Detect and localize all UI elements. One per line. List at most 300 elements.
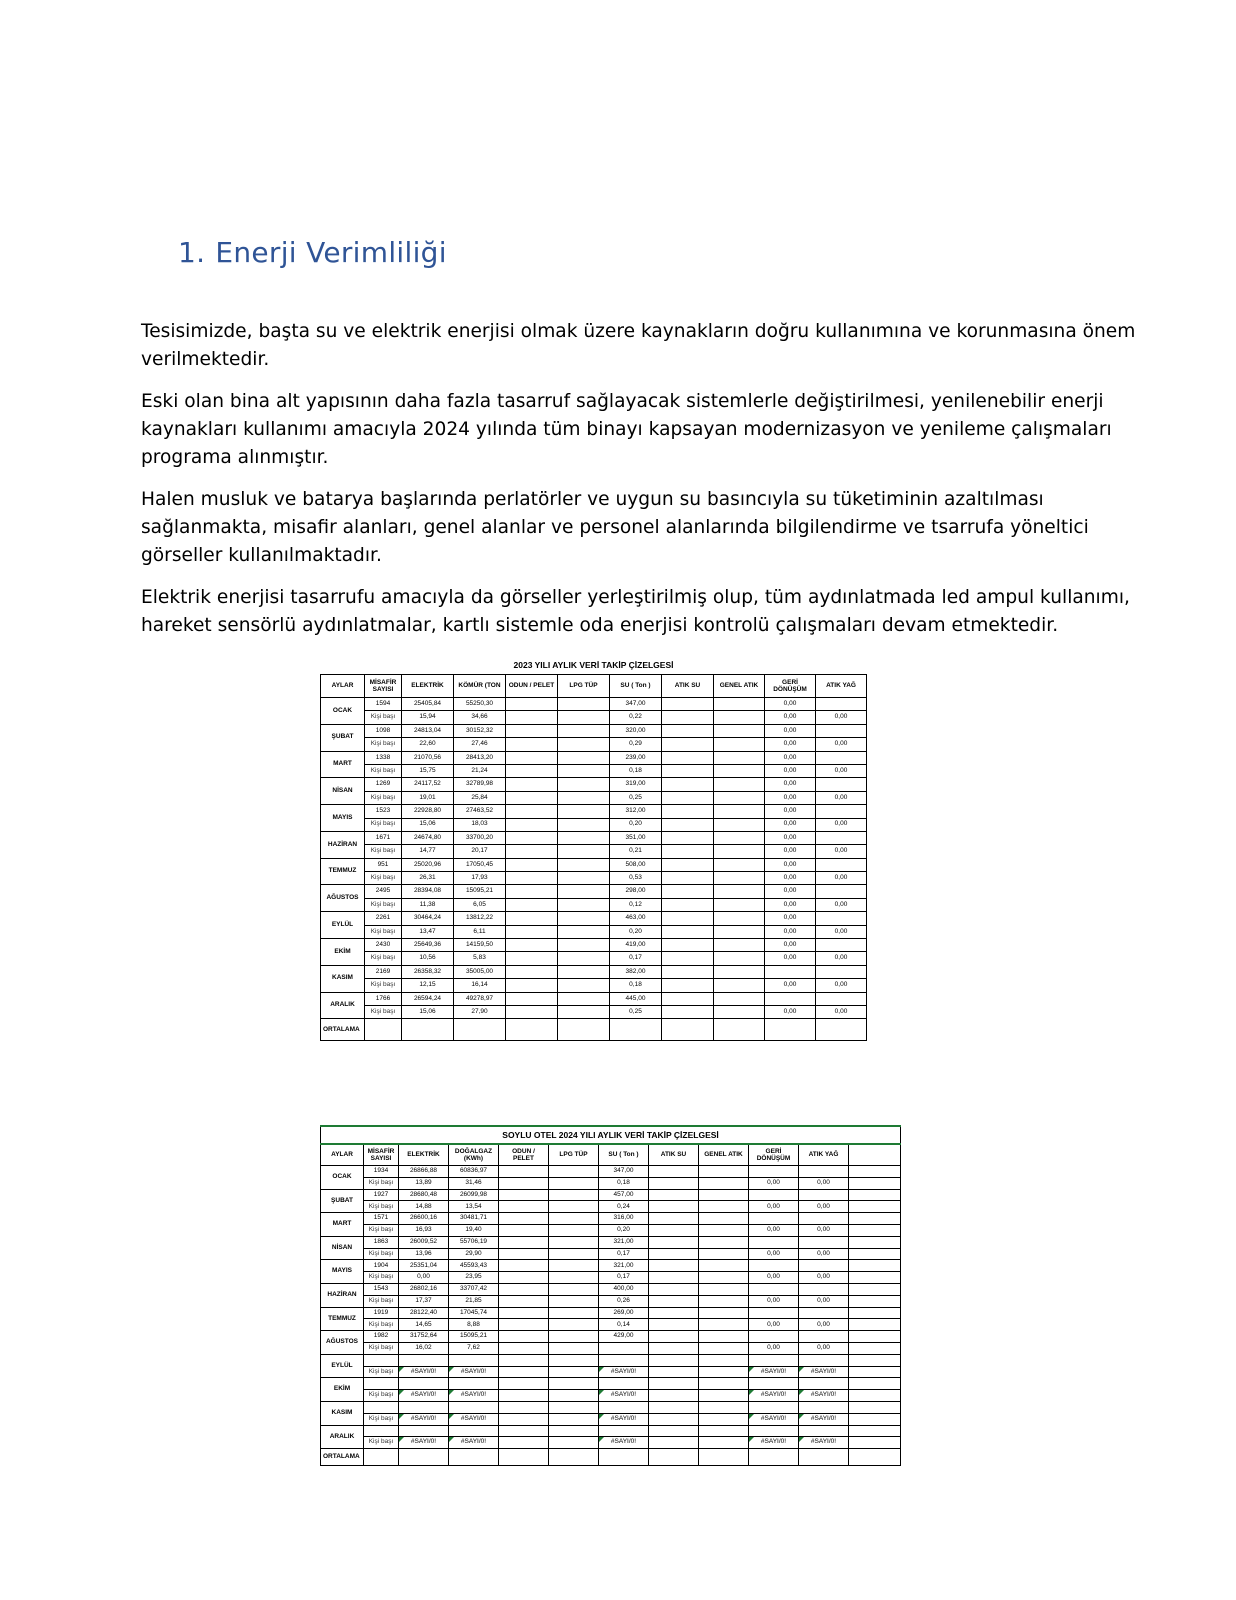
data-cell	[549, 1189, 599, 1201]
data-cell: 0,00	[749, 1201, 799, 1213]
table-row	[321, 858, 867, 871]
data-cell	[549, 1366, 599, 1378]
data-cell: 0,20	[599, 1224, 649, 1236]
data-cell: 33700,20	[454, 831, 506, 844]
data-cell	[714, 738, 765, 751]
data-cell	[649, 1425, 699, 1437]
footer-cell	[364, 1449, 399, 1466]
data-cell	[714, 952, 765, 965]
footer-cell	[649, 1449, 699, 1466]
data-cell: 0,00	[765, 778, 816, 791]
data-cell	[364, 1425, 399, 1437]
data-cell: 0,00	[765, 872, 816, 885]
data-cell	[714, 698, 765, 711]
data-cell	[662, 831, 714, 844]
data-cell: 31,46	[449, 1177, 499, 1189]
table-row	[321, 1248, 901, 1260]
data-cell: #SAYI/0!	[749, 1390, 799, 1402]
table-row	[321, 1166, 901, 1178]
data-cell	[749, 1425, 799, 1437]
data-cell: 2495	[365, 885, 402, 898]
month-label: MART	[321, 1213, 364, 1237]
data-cell	[714, 791, 765, 804]
data-cell	[549, 1437, 599, 1449]
data-cell	[649, 1342, 699, 1354]
data-cell: 0,00	[816, 925, 867, 938]
data-cell	[816, 858, 867, 871]
data-cell	[662, 711, 714, 724]
table-row	[321, 711, 867, 724]
data-cell	[506, 738, 558, 751]
data-cell: 0,00	[765, 791, 816, 804]
table-row	[321, 1005, 867, 1018]
data-cell: 0,00	[749, 1319, 799, 1331]
table-row	[321, 1378, 901, 1390]
data-cell	[499, 1236, 549, 1248]
data-cell	[699, 1166, 749, 1178]
data-cell: 17,37	[399, 1295, 449, 1307]
data-cell	[558, 818, 610, 831]
data-cell: 2261	[365, 912, 402, 925]
data-cell	[506, 885, 558, 898]
per-person-label: Kişi başı	[365, 872, 402, 885]
data-cell: 19,40	[449, 1224, 499, 1236]
data-cell	[714, 872, 765, 885]
data-cell: 382,00	[610, 965, 662, 978]
data-cell	[699, 1331, 749, 1343]
data-cell	[662, 698, 714, 711]
data-cell: 0,14	[599, 1319, 649, 1331]
column-header	[849, 1144, 901, 1166]
data-cell: 21,24	[454, 764, 506, 777]
data-cell: 0,20	[610, 925, 662, 938]
data-cell	[699, 1307, 749, 1319]
data-cell	[799, 1283, 849, 1295]
data-cell	[506, 724, 558, 737]
data-cell: 0,00	[749, 1177, 799, 1189]
data-cell	[799, 1213, 849, 1225]
data-cell	[558, 764, 610, 777]
data-cell: 14,65	[399, 1319, 449, 1331]
data-cell	[662, 885, 714, 898]
column-header: GENEL ATIK	[714, 675, 765, 698]
data-cell: 0,00	[816, 764, 867, 777]
data-cell: #SAYI/0!	[399, 1390, 449, 1402]
data-cell: 35005,00	[454, 965, 506, 978]
data-cell: 0,00	[799, 1201, 849, 1213]
data-cell	[662, 764, 714, 777]
table-row	[321, 1413, 901, 1425]
data-cell: 0,22	[610, 711, 662, 724]
data-cell	[714, 992, 765, 1005]
footer-label: ORTALAMA	[321, 1019, 365, 1041]
data-cell	[714, 898, 765, 911]
column-header: GERİ DÖNÜŞÜM	[749, 1144, 799, 1166]
table-row	[321, 965, 867, 978]
table-row	[321, 1260, 901, 1272]
data-cell: #SAYI/0!	[599, 1413, 649, 1425]
data-cell	[549, 1425, 599, 1437]
data-cell	[549, 1413, 599, 1425]
data-cell: 25,84	[454, 791, 506, 804]
data-cell	[699, 1224, 749, 1236]
section-number: 1.	[178, 236, 206, 269]
per-person-label: Kişi başı	[364, 1413, 399, 1425]
data-cell	[499, 1342, 549, 1354]
data-cell: 0,00	[765, 912, 816, 925]
data-cell: 1269	[365, 778, 402, 791]
data-cell	[699, 1260, 749, 1272]
data-cell: 25020,96	[402, 858, 454, 871]
month-label: KASIM	[321, 965, 365, 992]
data-cell	[849, 1177, 901, 1189]
data-cell	[499, 1413, 549, 1425]
data-cell	[749, 1283, 799, 1295]
column-header: MİSAFİR SAYISI	[364, 1144, 399, 1166]
data-cell: 0,18	[610, 764, 662, 777]
data-cell: 26594,24	[402, 992, 454, 1005]
paragraph: Eski olan bina alt yapısının daha fazla tasarruf sağlayacak sistemlerle değiştirilmesi, yenilenebilir enerji kaynakları kullanımı amacıyla 2024 yılında tüm binayı kapsayan modernizasyon ve yenileme çalışmaları programa alınmıştır.	[141, 391, 1112, 468]
data-cell	[662, 791, 714, 804]
table2023-grid	[320, 656, 867, 1041]
data-cell	[699, 1390, 749, 1402]
per-person-label: Kişi başı	[365, 925, 402, 938]
column-header: SU ( Ton )	[599, 1144, 649, 1166]
month-label: KASIM	[321, 1401, 364, 1425]
data-cell	[799, 1307, 849, 1319]
data-cell	[714, 965, 765, 978]
data-cell: 0,00	[816, 952, 867, 965]
footer-cell	[816, 1019, 867, 1041]
data-cell	[449, 1378, 499, 1390]
data-cell	[558, 751, 610, 764]
footer-cell	[662, 1019, 714, 1041]
month-label: HAZİRAN	[321, 831, 365, 858]
data-cell	[699, 1213, 749, 1225]
data-cell	[549, 1260, 599, 1272]
footer-cell	[454, 1019, 506, 1041]
data-cell: #SAYI/0!	[749, 1437, 799, 1449]
data-cell	[506, 805, 558, 818]
data-cell	[506, 698, 558, 711]
section-heading	[178, 236, 447, 269]
data-cell	[849, 1248, 901, 1260]
data-cell	[749, 1307, 799, 1319]
per-person-label: Kişi başı	[365, 1005, 402, 1018]
data-cell	[816, 885, 867, 898]
per-person-label: Kişi başı	[364, 1201, 399, 1213]
data-cell: 0,00	[765, 738, 816, 751]
data-cell	[699, 1354, 749, 1366]
data-cell	[799, 1378, 849, 1390]
data-cell	[714, 925, 765, 938]
data-cell	[499, 1166, 549, 1178]
data-cell: 20,17	[454, 845, 506, 858]
table-row	[321, 845, 867, 858]
column-header: GENEL ATIK	[699, 1144, 749, 1166]
data-cell: 24674,80	[402, 831, 454, 844]
month-label: HAZİRAN	[321, 1283, 364, 1307]
data-cell: 0,00	[749, 1224, 799, 1236]
data-cell	[649, 1331, 699, 1343]
data-cell	[649, 1260, 699, 1272]
data-cell	[714, 805, 765, 818]
data-cell: 320,00	[610, 724, 662, 737]
data-cell	[558, 805, 610, 818]
data-cell	[849, 1295, 901, 1307]
data-cell	[506, 764, 558, 777]
month-label: TEMMUZ	[321, 1307, 364, 1331]
data-cell	[699, 1248, 749, 1260]
data-cell	[662, 952, 714, 965]
data-cell: 0,00	[765, 711, 816, 724]
data-cell: 0,00	[799, 1224, 849, 1236]
data-cell	[649, 1354, 699, 1366]
data-cell: 13,54	[449, 1201, 499, 1213]
data-cell	[649, 1401, 699, 1413]
data-cell: 8,88	[449, 1319, 499, 1331]
data-cell: 55250,30	[454, 698, 506, 711]
data-cell: 11,38	[402, 898, 454, 911]
data-cell	[714, 778, 765, 791]
data-cell	[765, 992, 816, 1005]
data-cell	[549, 1401, 599, 1413]
data-cell	[549, 1378, 599, 1390]
data-cell	[699, 1401, 749, 1413]
table-row	[321, 1189, 901, 1201]
per-person-label: Kişi başı	[364, 1248, 399, 1260]
data-cell	[849, 1401, 901, 1413]
month-label: ARALIK	[321, 1425, 364, 1449]
data-cell: 0,00	[765, 979, 816, 992]
data-cell	[816, 965, 867, 978]
data-cell	[816, 939, 867, 952]
data-cell: 0,00	[799, 1319, 849, 1331]
data-cell	[699, 1283, 749, 1295]
data-cell	[699, 1272, 749, 1284]
data-cell: 321,00	[599, 1260, 649, 1272]
per-person-label: Kişi başı	[365, 818, 402, 831]
data-cell	[714, 979, 765, 992]
data-cell	[649, 1166, 699, 1178]
data-cell: 7,62	[449, 1342, 499, 1354]
data-cell: 30464,24	[402, 912, 454, 925]
data-cell: 0,00	[765, 805, 816, 818]
data-cell	[558, 711, 610, 724]
data-cell	[549, 1342, 599, 1354]
data-cell	[506, 791, 558, 804]
paragraph: Elektrik enerjisi tasarrufu amacıyla da görseller yerleştirilmiş olup, tüm aydınlatmada led ampul kullanımı, hareket sensörlü aydınlatmalar, kartlı sistemle oda enerjisi kontrolü çalışmaları devam etmektedir.	[141, 587, 1130, 636]
data-cell: 0,17	[610, 952, 662, 965]
data-cell	[799, 1189, 849, 1201]
data-cell	[849, 1331, 901, 1343]
data-cell: 6,05	[454, 898, 506, 911]
table-row	[321, 1272, 901, 1284]
table-row	[321, 764, 867, 777]
data-cell	[849, 1236, 901, 1248]
data-cell	[558, 952, 610, 965]
data-cell: 508,00	[610, 858, 662, 871]
data-cell	[558, 1005, 610, 1018]
table-row	[321, 1213, 901, 1225]
data-cell: 26866,88	[399, 1166, 449, 1178]
data-cell: #SAYI/0!	[449, 1413, 499, 1425]
data-cell: 28394,08	[402, 885, 454, 898]
data-cell: 429,00	[599, 1331, 649, 1343]
table-row	[321, 818, 867, 831]
data-cell: 15,75	[402, 764, 454, 777]
data-cell	[506, 845, 558, 858]
data-cell	[662, 939, 714, 952]
data-cell	[506, 872, 558, 885]
data-cell: 21,85	[449, 1295, 499, 1307]
data-cell: 0,00	[799, 1295, 849, 1307]
data-cell: 28680,48	[399, 1189, 449, 1201]
data-cell	[499, 1319, 549, 1331]
data-cell: 1919	[364, 1307, 399, 1319]
data-cell	[649, 1224, 699, 1236]
data-cell: 27,90	[454, 1005, 506, 1018]
per-person-label: Kişi başı	[364, 1319, 399, 1331]
per-person-label: Kişi başı	[364, 1177, 399, 1189]
data-cell	[499, 1177, 549, 1189]
data-cell	[549, 1354, 599, 1366]
data-cell: 269,00	[599, 1307, 649, 1319]
data-cell	[649, 1177, 699, 1189]
footer-cell	[849, 1449, 901, 1466]
body-text	[141, 318, 1171, 654]
table-row	[321, 952, 867, 965]
data-cell	[662, 992, 714, 1005]
data-cell: 239,00	[610, 751, 662, 764]
data-cell	[662, 965, 714, 978]
data-cell: 30152,32	[454, 724, 506, 737]
data-cell: 16,93	[399, 1224, 449, 1236]
data-cell	[599, 1354, 649, 1366]
data-cell	[849, 1166, 901, 1178]
table-row	[321, 831, 867, 844]
data-cell: 419,00	[610, 939, 662, 952]
data-cell	[549, 1283, 599, 1295]
footer-cell	[799, 1449, 849, 1466]
data-cell	[499, 1260, 549, 1272]
month-label: EYLÜL	[321, 1354, 364, 1378]
data-cell	[714, 845, 765, 858]
data-cell: #SAYI/0!	[449, 1390, 499, 1402]
column-header: AYLAR	[321, 675, 365, 698]
data-cell	[449, 1425, 499, 1437]
column-header: ATIK SU	[649, 1144, 699, 1166]
data-cell: 0,00	[816, 791, 867, 804]
data-cell	[662, 1005, 714, 1018]
table-row	[321, 1401, 901, 1413]
data-cell: 0,00	[749, 1295, 799, 1307]
data-cell: 1982	[364, 1331, 399, 1343]
data-cell	[849, 1201, 901, 1213]
column-header: MİSAFİR SAYISI	[365, 675, 402, 698]
data-cell: 15,94	[402, 711, 454, 724]
data-cell	[714, 831, 765, 844]
data-cell	[662, 872, 714, 885]
data-cell: 0,25	[610, 791, 662, 804]
data-cell: 1523	[365, 805, 402, 818]
data-cell	[699, 1295, 749, 1307]
data-cell	[849, 1189, 901, 1201]
data-cell: 457,00	[599, 1189, 649, 1201]
data-cell: 0,00	[816, 711, 867, 724]
section-title: Enerji Verimliliği	[215, 236, 447, 269]
month-label: NİSAN	[321, 778, 365, 805]
footer-cell	[506, 1019, 558, 1041]
data-cell	[749, 1166, 799, 1178]
data-cell: 1543	[364, 1283, 399, 1295]
data-cell	[599, 1378, 649, 1390]
month-label: ŞUBAT	[321, 1189, 364, 1213]
data-cell	[506, 778, 558, 791]
data-cell	[399, 1354, 449, 1366]
per-person-label: Kişi başı	[364, 1295, 399, 1307]
data-cell	[816, 698, 867, 711]
column-header: SU ( Ton )	[610, 675, 662, 698]
table-row	[321, 1342, 901, 1354]
month-label: EKİM	[321, 939, 365, 966]
column-header: ODUN / PELET	[499, 1144, 549, 1166]
data-cell: 1594	[365, 698, 402, 711]
data-cell	[364, 1401, 399, 1413]
per-person-label: Kişi başı	[365, 898, 402, 911]
data-cell: 0,00	[816, 979, 867, 992]
data-cell	[749, 1401, 799, 1413]
data-cell	[449, 1354, 499, 1366]
data-cell	[499, 1213, 549, 1225]
footer-cell	[599, 1449, 649, 1466]
data-cell	[714, 885, 765, 898]
data-cell: 0,00	[799, 1177, 849, 1189]
data-cell: 28122,40	[399, 1307, 449, 1319]
data-cell: #SAYI/0!	[799, 1366, 849, 1378]
footer-cell	[610, 1019, 662, 1041]
column-header: ELEKTRİK	[399, 1144, 449, 1166]
data-cell: 0,00	[816, 845, 867, 858]
data-cell: 27463,52	[454, 805, 506, 818]
data-cell	[649, 1248, 699, 1260]
data-cell	[549, 1166, 599, 1178]
data-cell	[499, 1283, 549, 1295]
data-cell: 0,00	[816, 1005, 867, 1018]
data-cell: 0,12	[610, 898, 662, 911]
data-cell: 0,00	[799, 1342, 849, 1354]
data-cell	[749, 1189, 799, 1201]
data-cell	[849, 1224, 901, 1236]
data-cell	[364, 1354, 399, 1366]
data-cell	[558, 738, 610, 751]
data-cell: 1338	[365, 751, 402, 764]
data-cell	[662, 724, 714, 737]
data-cell	[714, 1005, 765, 1018]
data-cell	[599, 1342, 649, 1354]
month-label: AĞUSTOS	[321, 1331, 364, 1355]
data-cell	[662, 778, 714, 791]
table-row	[321, 778, 867, 791]
data-cell	[506, 979, 558, 992]
table-row	[321, 1366, 901, 1378]
data-cell	[549, 1331, 599, 1343]
data-cell	[816, 831, 867, 844]
data-cell: 0,00	[749, 1272, 799, 1284]
data-cell: 15,06	[402, 1005, 454, 1018]
data-cell: 17,93	[454, 872, 506, 885]
table-row	[321, 1236, 901, 1248]
